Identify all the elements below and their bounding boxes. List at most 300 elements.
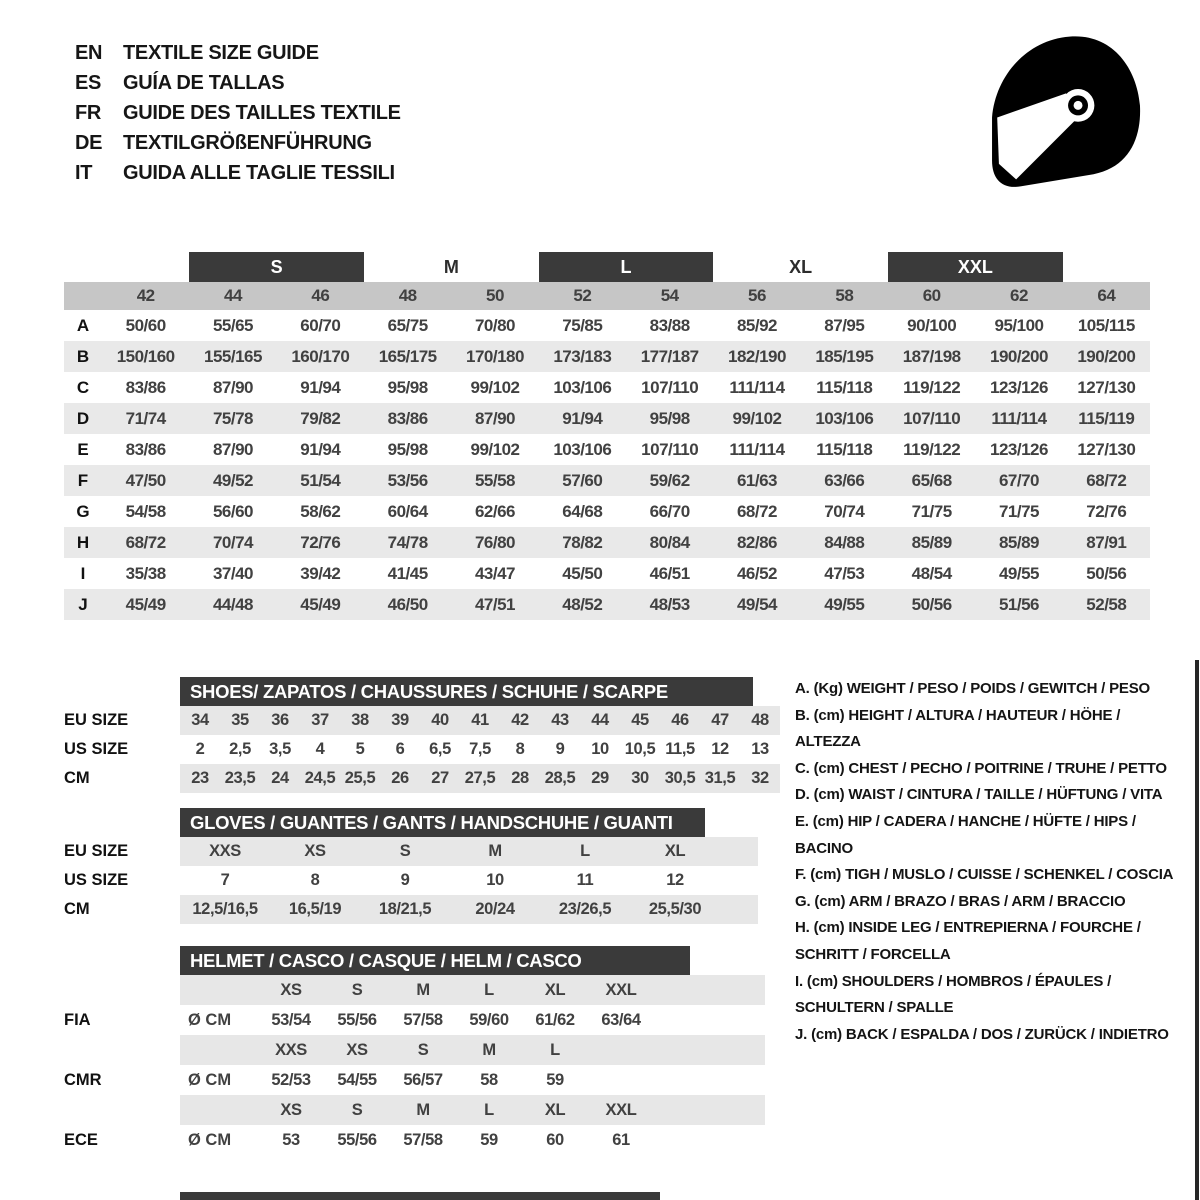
size-cell: 7,5 xyxy=(469,740,491,758)
measurement-cell: 123/126 xyxy=(990,439,1048,459)
helmet-size-cell: L xyxy=(550,1040,560,1059)
measurement-cell: 99/102 xyxy=(470,439,520,459)
measurement-cell: 70/80 xyxy=(474,315,516,335)
helmet-size-cell: L xyxy=(484,1100,494,1119)
helmet-value-cell: 53 xyxy=(282,1130,300,1149)
measurement-row-i xyxy=(64,558,1150,589)
helmet-sizes xyxy=(180,1035,765,1065)
measurement-row-c xyxy=(64,372,1150,403)
helmet-value-cell: 55/56 xyxy=(337,1130,377,1149)
size-cell: 20/24 xyxy=(475,900,515,918)
helmet-value-cell: 56/57 xyxy=(403,1070,443,1089)
helmet-size-cell: XL xyxy=(544,980,566,999)
measurement-cell: 60/64 xyxy=(387,501,428,521)
corner-cell xyxy=(64,282,102,310)
measurement-cell: 83/86 xyxy=(125,439,166,459)
size-cell: 44 xyxy=(591,711,609,729)
legend-entry: I. (cm) SHOULDERS / HOMBROS / ÉPAULES / SCHULTERN / SPALLE xyxy=(795,972,1112,1017)
measurement-cell: 50/60 xyxy=(125,315,166,335)
measurement-cell: 150/160 xyxy=(116,346,175,366)
helmet-size-cell: XXS xyxy=(275,1040,307,1059)
measurement-cell: 49/52 xyxy=(212,470,254,490)
measurement-cell: 71/74 xyxy=(125,408,166,428)
helmet-value-cell: 54/55 xyxy=(337,1070,377,1089)
gloves-values xyxy=(180,837,758,866)
measurement-cell: 37/40 xyxy=(212,563,254,583)
measurement-cell: 84/88 xyxy=(824,532,865,552)
size-number-cell: 62 xyxy=(1010,286,1028,305)
language-code: IT xyxy=(75,161,93,184)
measurement-cell: 87/90 xyxy=(212,377,254,397)
size-cell: 3,5 xyxy=(269,740,291,758)
size-number-cell: 64 xyxy=(1097,286,1116,305)
measurement-cell: 83/86 xyxy=(387,408,428,428)
shoes-row xyxy=(64,735,780,764)
measurement-cell: 57/60 xyxy=(562,470,603,490)
measurement-cell: 111/114 xyxy=(729,439,785,459)
guide-title: GUIDE DES TAILLES TEXTILE xyxy=(123,101,401,124)
measurement-cell: 127/130 xyxy=(1077,439,1136,459)
measurement-cell: 107/110 xyxy=(641,377,699,397)
measurement-cell: 103/106 xyxy=(815,408,874,428)
size-number-cell: 56 xyxy=(748,286,766,305)
size-cell: XL xyxy=(664,842,686,860)
size-cell: 9 xyxy=(400,871,410,889)
language-code: EN xyxy=(75,41,103,64)
helmet-value-cell: 55/56 xyxy=(337,1010,377,1029)
measurement-cell: 71/75 xyxy=(998,501,1040,521)
size-cell: M xyxy=(488,842,502,860)
measurement-cell: 61/63 xyxy=(736,470,778,490)
language-row xyxy=(75,158,401,188)
helmet-value-cell: 59 xyxy=(546,1070,564,1089)
measurement-cell: 99/102 xyxy=(470,377,520,397)
measurement-cell: 47/50 xyxy=(125,470,166,490)
size-cell: 13 xyxy=(751,740,769,758)
measurement-cell: 56/60 xyxy=(212,501,254,521)
row-letter-label: B xyxy=(76,346,90,366)
legend-entry: B. (cm) HEIGHT / ALTURA / HAUTEUR / HÖHE / ALTEZZA xyxy=(795,706,1121,751)
gloves-size-table xyxy=(64,808,758,924)
helmet-sizes xyxy=(180,1095,765,1125)
section-row-label: CM xyxy=(64,769,90,787)
shoes-values xyxy=(180,735,780,764)
measurement-cell: 47/53 xyxy=(824,563,865,583)
apparel-size-table xyxy=(64,252,1150,620)
size-cell: 4 xyxy=(315,740,325,758)
shoes-row xyxy=(64,706,780,735)
measurement-cell: 87/95 xyxy=(824,315,865,335)
size-cell: 24,5 xyxy=(304,769,336,787)
legend-entry: D. (cm) WAIST / CINTURA / TAILLE / HÜFTUNG / VITA xyxy=(795,786,1163,804)
language-code: FR xyxy=(75,101,102,124)
helmet-size-cell: L xyxy=(484,980,494,999)
size-cell: 12,5/16,5 xyxy=(192,900,258,918)
size-cell: 27 xyxy=(431,769,449,787)
size-cell: 12 xyxy=(711,740,729,758)
right-edge-line xyxy=(1195,660,1199,1200)
helmet-values-row xyxy=(64,1005,765,1035)
measurement-row-h xyxy=(64,527,1150,558)
size-cell: 8 xyxy=(515,740,525,758)
language-title-block xyxy=(75,38,401,188)
racing-helmet-icon xyxy=(980,28,1152,205)
size-cell: 34 xyxy=(191,711,209,729)
section-row-label xyxy=(64,1095,180,1125)
measurement-cell: 72/76 xyxy=(300,532,341,552)
measurement-cell: 187/198 xyxy=(902,346,961,366)
size-cell: 29 xyxy=(591,769,609,787)
measurement-cell: 185/195 xyxy=(815,346,874,366)
shoes-values xyxy=(180,764,780,793)
helmet-sizes-row xyxy=(64,975,765,1005)
shoes-section-header: SHOES/ ZAPATOS / CHAUSSURES / SCHUHE / SCARPE xyxy=(180,677,753,706)
size-cell: 28 xyxy=(511,769,529,787)
size-cell: 47 xyxy=(711,711,729,729)
measurement-rows xyxy=(64,310,1150,620)
measurement-cell: 105/115 xyxy=(1077,315,1135,335)
helmet-values-row xyxy=(64,1065,765,1095)
measurement-cell: 43/47 xyxy=(474,563,516,583)
legend-entry: J. (cm) BACK / ESPALDA / DOS / ZURÜCK / INDIETRO xyxy=(795,1025,1169,1043)
helmet-values xyxy=(180,1125,765,1155)
size-number-cell: 48 xyxy=(398,286,417,305)
measurement-cell: 76/80 xyxy=(474,532,516,552)
helmet-value-cell: 61/62 xyxy=(535,1010,575,1029)
measurement-cell: 160/170 xyxy=(291,346,350,366)
measurement-cell: 67/70 xyxy=(998,470,1040,490)
size-band-row xyxy=(64,252,1150,282)
diameter-unit-label: Ø CM xyxy=(188,1130,232,1149)
measurement-cell: 85/92 xyxy=(736,315,778,335)
size-number-cell: 58 xyxy=(835,286,854,305)
measurement-cell: 49/54 xyxy=(736,594,778,614)
row-letter-label: C xyxy=(76,377,90,397)
size-number-cell: 54 xyxy=(660,286,679,305)
size-cell: 10,5 xyxy=(624,740,656,758)
guide-title: TEXTILE SIZE GUIDE xyxy=(123,41,319,64)
guide-title: GUÍA DE TALLAS xyxy=(123,71,285,94)
helmet-size-cell: XS xyxy=(346,1040,368,1059)
measurement-cell: 95/98 xyxy=(649,408,690,428)
helmet-value-cell: 57/58 xyxy=(403,1130,443,1149)
guide-title: TEXTILGRÖßENFÜHRUNG xyxy=(123,131,372,154)
section-row-label: US SIZE xyxy=(64,871,129,889)
measurement-cell: 83/88 xyxy=(649,315,690,335)
helmet-sizes-row xyxy=(64,1035,765,1065)
measurement-cell: 165/175 xyxy=(378,346,437,366)
measurement-cell: 46/50 xyxy=(387,594,428,614)
measurement-cell: 55/65 xyxy=(212,315,254,335)
size-cell: 24 xyxy=(271,769,289,787)
row-letter-label: D xyxy=(76,408,90,428)
unit-spacer xyxy=(180,975,258,1005)
measurement-cell: 70/74 xyxy=(212,532,254,552)
measurement-cell: 46/52 xyxy=(736,563,778,583)
helmet-standard-label: CMR xyxy=(64,1070,102,1089)
legend-entry: A. (Kg) WEIGHT / PESO / POIDS / GEWITCH / PESO xyxy=(795,680,1150,697)
size-number-cell: 42 xyxy=(136,286,155,305)
size-cell: 32 xyxy=(751,769,769,787)
shoes-rows xyxy=(64,706,780,793)
row-letter-label: J xyxy=(78,594,88,614)
helmet-value-cell: 52/53 xyxy=(271,1070,311,1089)
size-cell: XXS xyxy=(209,842,241,860)
measurement-cell: 45/49 xyxy=(125,594,166,614)
gloves-row xyxy=(64,866,758,895)
measurement-cell: 155/165 xyxy=(204,346,262,366)
shoes-values xyxy=(180,706,780,735)
measurement-cell: 119/122 xyxy=(903,377,961,397)
helmet-standard-label: ECE xyxy=(64,1130,98,1149)
measurement-cell: 75/85 xyxy=(562,315,603,335)
measurement-cell: 51/56 xyxy=(998,594,1040,614)
size-cell: 9 xyxy=(555,740,565,758)
size-cell: 5 xyxy=(355,740,365,758)
measurement-cell: 82/86 xyxy=(736,532,778,552)
unit-spacer xyxy=(180,1095,258,1125)
size-band-xl: XL xyxy=(789,256,813,277)
measurement-cell: 90/100 xyxy=(907,315,957,335)
helmet-value-cell: 53/54 xyxy=(271,1010,311,1029)
measurement-row-e xyxy=(64,434,1150,465)
legend-entry: F. (cm) TIGH / MUSLO / CUISSE / SCHENKEL / COSCIA xyxy=(795,866,1174,884)
helmet-size-cell: XS xyxy=(280,1100,302,1119)
helmet-value-cell: 60 xyxy=(546,1130,564,1149)
measurement-cell: 65/75 xyxy=(387,315,428,335)
helmet-size-cell xyxy=(588,1035,654,1065)
measurement-cell: 95/100 xyxy=(994,315,1044,335)
size-cell: 11 xyxy=(576,871,594,889)
section-row-label: EU SIZE xyxy=(64,711,129,729)
language-row xyxy=(75,98,401,128)
size-cell: 35 xyxy=(231,711,249,729)
measurement-cell: 45/50 xyxy=(562,563,603,583)
measurement-row-d xyxy=(64,403,1150,434)
measurement-cell: 87/90 xyxy=(474,408,516,428)
measurement-cell: 79/82 xyxy=(300,408,341,428)
measurement-row-g xyxy=(64,496,1150,527)
size-cell: 46 xyxy=(671,711,689,729)
size-cell: 10 xyxy=(591,740,609,758)
measurement-cell: 115/118 xyxy=(816,439,873,459)
measurement-cell: 64/68 xyxy=(562,501,603,521)
gloves-rows xyxy=(64,837,758,924)
helmet-size-cell: M xyxy=(416,980,430,999)
diameter-unit-label: Ø CM xyxy=(188,1010,232,1029)
measurement-cell: 190/200 xyxy=(1077,346,1136,366)
gloves-values xyxy=(180,895,758,924)
helmet-sizes-row xyxy=(64,1095,765,1125)
legend-entry: C. (cm) CHEST / PECHO / POITRINE / TRUHE / PETTO xyxy=(795,759,1167,777)
size-number-cell: 52 xyxy=(573,286,592,305)
measurement-cell: 107/110 xyxy=(903,408,961,428)
gloves-section-header: GLOVES / GUANTES / GANTS / HANDSCHUHE / GUANTI xyxy=(180,808,705,837)
size-cell: 38 xyxy=(351,711,369,729)
measurement-cell: 190/200 xyxy=(990,346,1048,366)
measurement-cell: 103/106 xyxy=(553,377,612,397)
size-cell: 28,5 xyxy=(544,769,576,787)
shoes-size-table xyxy=(64,677,780,793)
helmet-value-cell: 59 xyxy=(480,1130,498,1149)
helmet-value-cell: 57/58 xyxy=(403,1010,443,1029)
helmet-size-cell: S xyxy=(351,1100,363,1119)
measurement-cell: 66/70 xyxy=(649,501,690,521)
measurement-cell: 58/62 xyxy=(300,501,341,521)
helmet-standard-label: FIA xyxy=(64,1010,91,1029)
gloves-row xyxy=(64,895,758,924)
measurement-cell: 91/94 xyxy=(300,377,341,397)
legend-entry: G. (cm) ARM / BRAZO / BRAS / ARM / BRACCIO xyxy=(795,892,1126,910)
measurement-cell: 99/102 xyxy=(732,408,782,428)
size-cell: 39 xyxy=(391,711,409,729)
helmet-values xyxy=(180,1005,765,1035)
measurement-cell: 91/94 xyxy=(300,439,341,459)
helmet-value-cell: 63/64 xyxy=(601,1010,641,1029)
helmet-size-cell: XL xyxy=(544,1100,566,1119)
section-row-label: US SIZE xyxy=(64,740,129,758)
helmet-size-cell: XS xyxy=(280,980,302,999)
measurement-cell: 50/56 xyxy=(911,594,952,614)
helmet-section-header: HELMET / CASCO / CASQUE / HELM / CASCO xyxy=(180,946,690,975)
measurement-cell: 91/94 xyxy=(562,408,603,428)
size-number-cell: 50 xyxy=(486,286,504,305)
size-cell: XS xyxy=(304,842,326,860)
size-number-cell: 46 xyxy=(311,286,330,305)
measurement-cell: 59/62 xyxy=(649,470,690,490)
legend-entry: H. (cm) INSIDE LEG / ENTREPIERNA / FOURCHE / SCHRITT / FORCELLA xyxy=(795,919,1141,963)
section-row-label: EU SIZE xyxy=(64,842,129,860)
size-cell: 8 xyxy=(310,871,320,889)
size-cell: 41 xyxy=(471,711,489,729)
measurement-cell: 173/183 xyxy=(553,346,612,366)
measurement-cell: 78/82 xyxy=(562,532,603,552)
measurement-cell: 68/72 xyxy=(1086,470,1127,490)
measurement-cell: 87/91 xyxy=(1086,532,1127,552)
measurement-cell: 55/58 xyxy=(474,470,516,490)
size-cell: 11,5 xyxy=(665,740,695,758)
measurement-cell: 83/86 xyxy=(125,377,166,397)
cropped-header-bar xyxy=(180,1192,660,1200)
size-cell: 2 xyxy=(195,740,205,758)
measurement-cell: 44/48 xyxy=(212,594,254,614)
unit-spacer xyxy=(180,1035,258,1065)
measurement-cell: 182/190 xyxy=(728,346,786,366)
section-row-label xyxy=(64,1035,180,1065)
row-letter-label: A xyxy=(76,315,90,335)
size-band-l: L xyxy=(539,252,714,282)
measurement-cell: 107/110 xyxy=(641,439,699,459)
size-cell: 6 xyxy=(395,740,405,758)
measurement-cell: 35/38 xyxy=(125,563,166,583)
language-row xyxy=(75,128,401,158)
measurement-cell: 127/130 xyxy=(1077,377,1136,397)
measurement-cell: 53/56 xyxy=(387,470,428,490)
measurement-cell: 74/78 xyxy=(387,532,428,552)
measurement-cell: 87/90 xyxy=(212,439,254,459)
measurement-cell: 103/106 xyxy=(553,439,612,459)
measurement-cell: 111/114 xyxy=(991,408,1047,428)
helmet-value-cell: 61 xyxy=(612,1130,630,1149)
measurement-cell: 85/89 xyxy=(911,532,952,552)
size-cell: 23 xyxy=(191,769,209,787)
shoes-row xyxy=(64,764,780,793)
size-cell: S xyxy=(399,842,411,860)
row-letter-label: F xyxy=(77,470,89,490)
helmet-rows xyxy=(64,975,765,1155)
helmet-size-cell: S xyxy=(351,980,363,999)
helmet-value-cell: 58 xyxy=(480,1070,498,1089)
size-band-m: M xyxy=(443,256,459,277)
size-cell: L xyxy=(580,842,590,860)
measurement-cell: 95/98 xyxy=(387,377,428,397)
language-row xyxy=(75,38,401,68)
helmet-size-cell: M xyxy=(416,1100,430,1119)
row-letter-label: I xyxy=(80,563,86,583)
size-cell: 45 xyxy=(631,711,649,729)
measurement-cell: 45/49 xyxy=(300,594,341,614)
language-code: ES xyxy=(75,71,102,94)
row-letter-label: G xyxy=(76,501,90,521)
measurement-cell: 39/42 xyxy=(300,563,341,583)
measurement-cell: 111/114 xyxy=(729,377,785,397)
measurement-cell: 63/66 xyxy=(824,470,865,490)
measurement-cell: 170/180 xyxy=(466,346,524,366)
language-code: DE xyxy=(75,131,103,154)
helmet-values-row xyxy=(64,1125,765,1155)
size-cell: 10 xyxy=(486,871,504,889)
legend-entry: E. (cm) HIP / CADERA / HANCHE / HÜFTE / HIPS / BACINO xyxy=(795,812,1136,857)
measurement-cell: 70/74 xyxy=(824,501,865,521)
measurement-cell: 85/89 xyxy=(998,532,1040,552)
measurement-legend xyxy=(795,676,1183,1048)
measurement-cell: 49/55 xyxy=(998,563,1040,583)
size-cell: 23,5 xyxy=(224,769,256,787)
size-cell: 30 xyxy=(631,769,649,787)
helmet-size-cell: XXL xyxy=(605,1100,637,1119)
language-row xyxy=(75,68,401,98)
size-cell: 42 xyxy=(511,711,529,729)
gloves-row xyxy=(64,837,758,866)
measurement-cell: 60/70 xyxy=(300,315,341,335)
size-cell: 43 xyxy=(551,711,569,729)
size-cell: 12 xyxy=(666,871,684,889)
measurement-cell: 68/72 xyxy=(736,501,778,521)
helmet-value-cell xyxy=(588,1065,654,1095)
size-cell: 27,5 xyxy=(464,769,496,787)
measurement-cell: 41/45 xyxy=(387,563,428,583)
measurement-cell: 68/72 xyxy=(125,532,166,552)
helmet-size-table xyxy=(64,946,765,1155)
size-cell: 25,5 xyxy=(344,769,376,787)
row-letter-label: E xyxy=(77,439,89,459)
measurement-cell: 65/68 xyxy=(911,470,952,490)
helmet-values xyxy=(180,1065,765,1095)
measurement-cell: 46/51 xyxy=(649,563,690,583)
measurement-cell: 119/122 xyxy=(903,439,961,459)
size-cell: 18/21,5 xyxy=(378,900,432,918)
measurement-cell: 52/58 xyxy=(1086,594,1127,614)
size-cell: 25,5/30 xyxy=(648,900,702,918)
size-number-row xyxy=(64,282,1150,310)
measurement-row-a xyxy=(64,310,1150,341)
measurement-cell: 48/52 xyxy=(562,594,603,614)
size-cell: 30,5 xyxy=(664,769,696,787)
measurement-cell: 80/84 xyxy=(649,532,690,552)
size-cell: 2,5 xyxy=(229,740,251,758)
measurement-cell: 54/58 xyxy=(125,501,166,521)
size-cell: 16,5/19 xyxy=(288,900,342,918)
